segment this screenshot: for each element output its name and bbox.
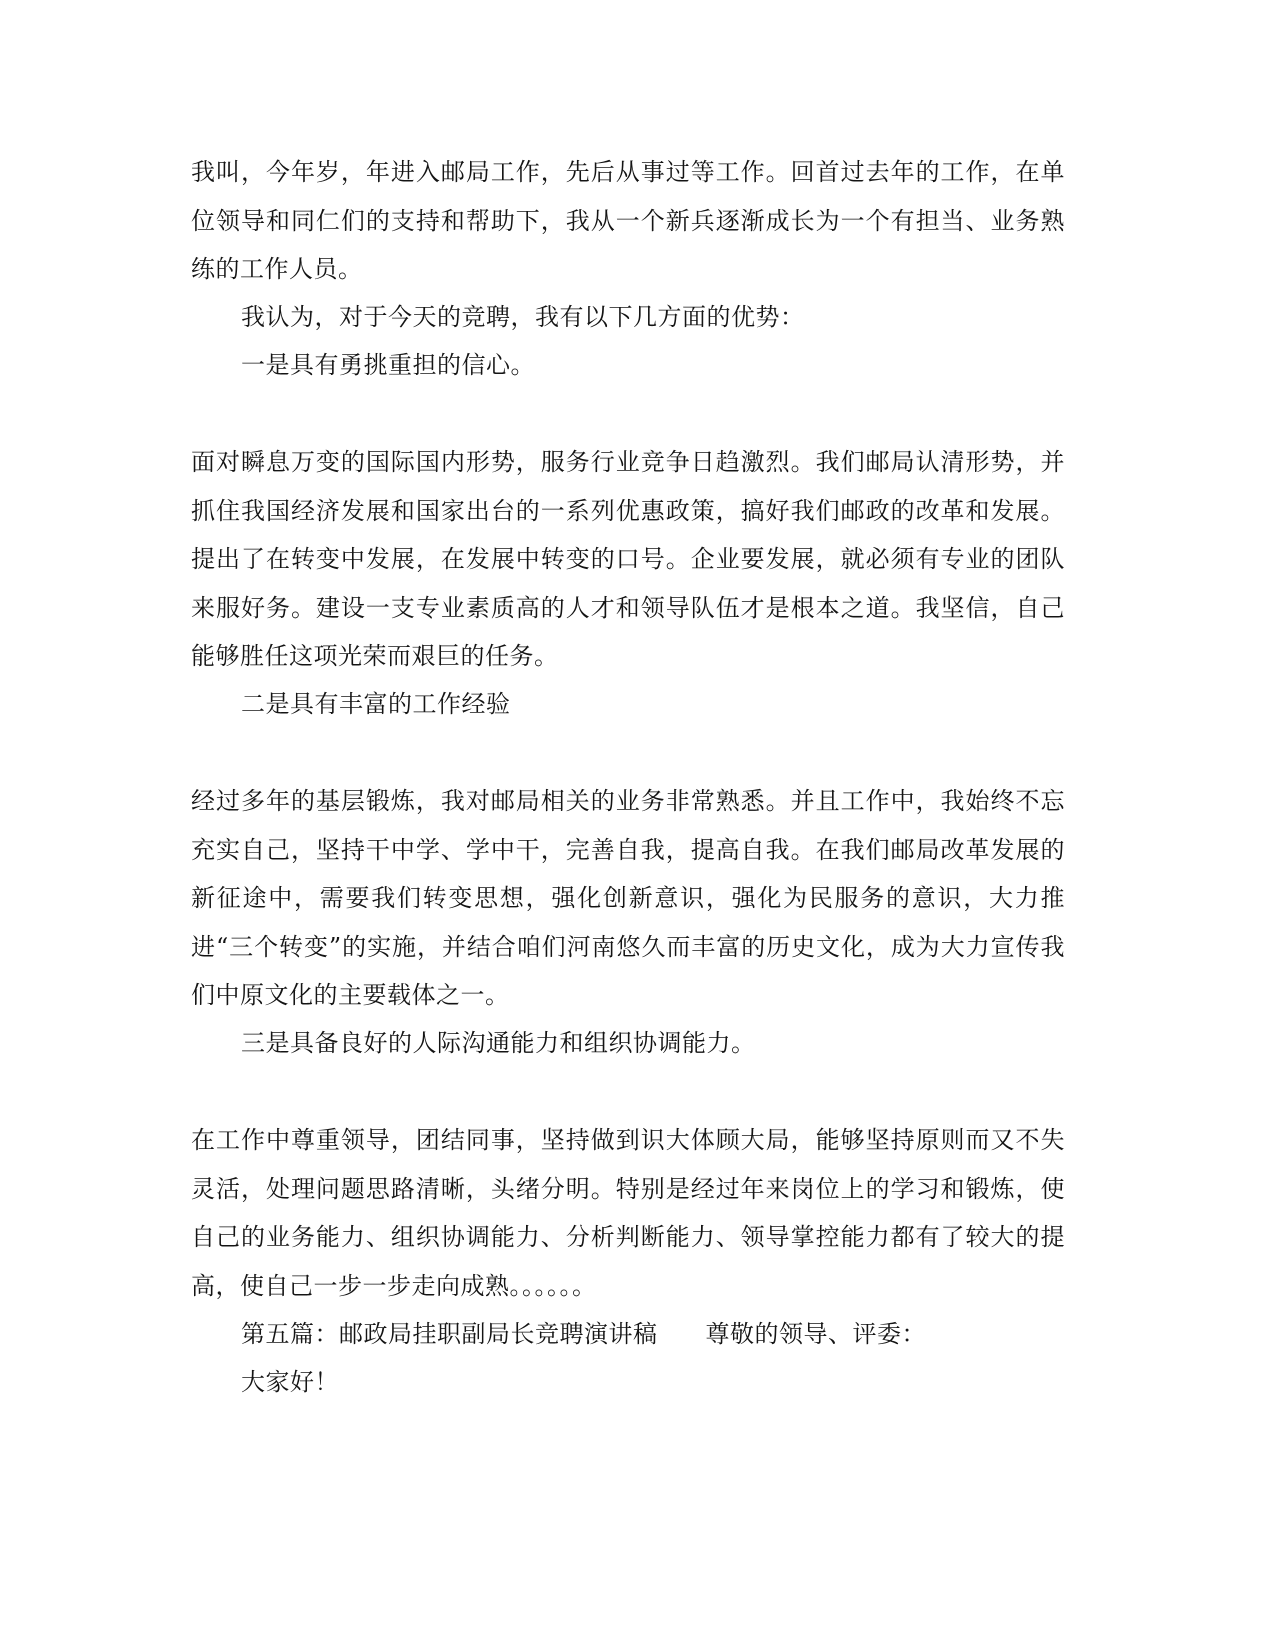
paragraph-intro: 我叫，今年岁，年进入邮局工作，先后从事过等工作。回首过去年的工作，在单位领导和同仁们的支持和帮助下，我从一个新兵逐渐成长为一个有担当、业务熟练的工作人员。 (191, 158, 1065, 283)
paragraph-advantage-three-body: 在工作中尊重领导，团结同事，坚持做到识大体顾大局，能够坚持原则而又不失灵活，处理问题思路清晰，头绪分明。特别是经过年来岗位上的学习和锻炼，使自己的业务能力、组织协调能力、分析判断能力、领导掌控能力都有了较大的提高，使自己一步一步走向成熟。。。。。。 (191, 1126, 1065, 1300)
heading-advantage-three: 三是具备良好的人际沟通能力和组织协调能力。 (241, 1029, 756, 1057)
paragraph-section-title (191, 1310, 1065, 1359)
heading-advantage-two: 二是具有丰富的工作经验 (241, 690, 511, 718)
section-title: 第五篇：邮政局挂职副局长竞聘演讲稿 (241, 1320, 658, 1348)
paragraph-advantages-intro: 我认为，对于今天的竞聘，我有以下几方面的优势： (241, 303, 805, 331)
salutation: 尊敬的领导、评委： (705, 1320, 926, 1348)
paragraph-advantage-one-body: 面对瞬息万变的国际国内形势，服务行业竞争日趋激烈。我们邮局认清形势，并抓住我国经济发展和国家出台的一系列优惠政策，搞好我们邮政的改革和发展。提出了在转变中发展，在发展中转变的口号。企业要发展，就必须有专业的团队来服好务。建设一支专业素质高的人才和领导队伍才是根本之道。我坚信，自己能够胜任这项光荣而艰巨的任务。 (191, 448, 1065, 670)
heading-advantage-one: 一是具有勇挑重担的信心。 (241, 351, 535, 379)
paragraph-advantage-two-body: 经过多年的基层锻炼，我对邮局相关的业务非常熟悉。并且工作中，我始终不忘充实自己，坚持干中学、学中干，完善自我，提高自我。在我们邮局改革发展的新征途中，需要我们转变思想，强化创新意识，强化为民服务的意识，大力推进“三个转变”的实施，并结合咱们河南悠久而丰富的历史文化，成为大力宣传我们中原文化的主要载体之一。 (191, 787, 1065, 1009)
paragraph-greeting: 大家好！ (241, 1368, 339, 1396)
